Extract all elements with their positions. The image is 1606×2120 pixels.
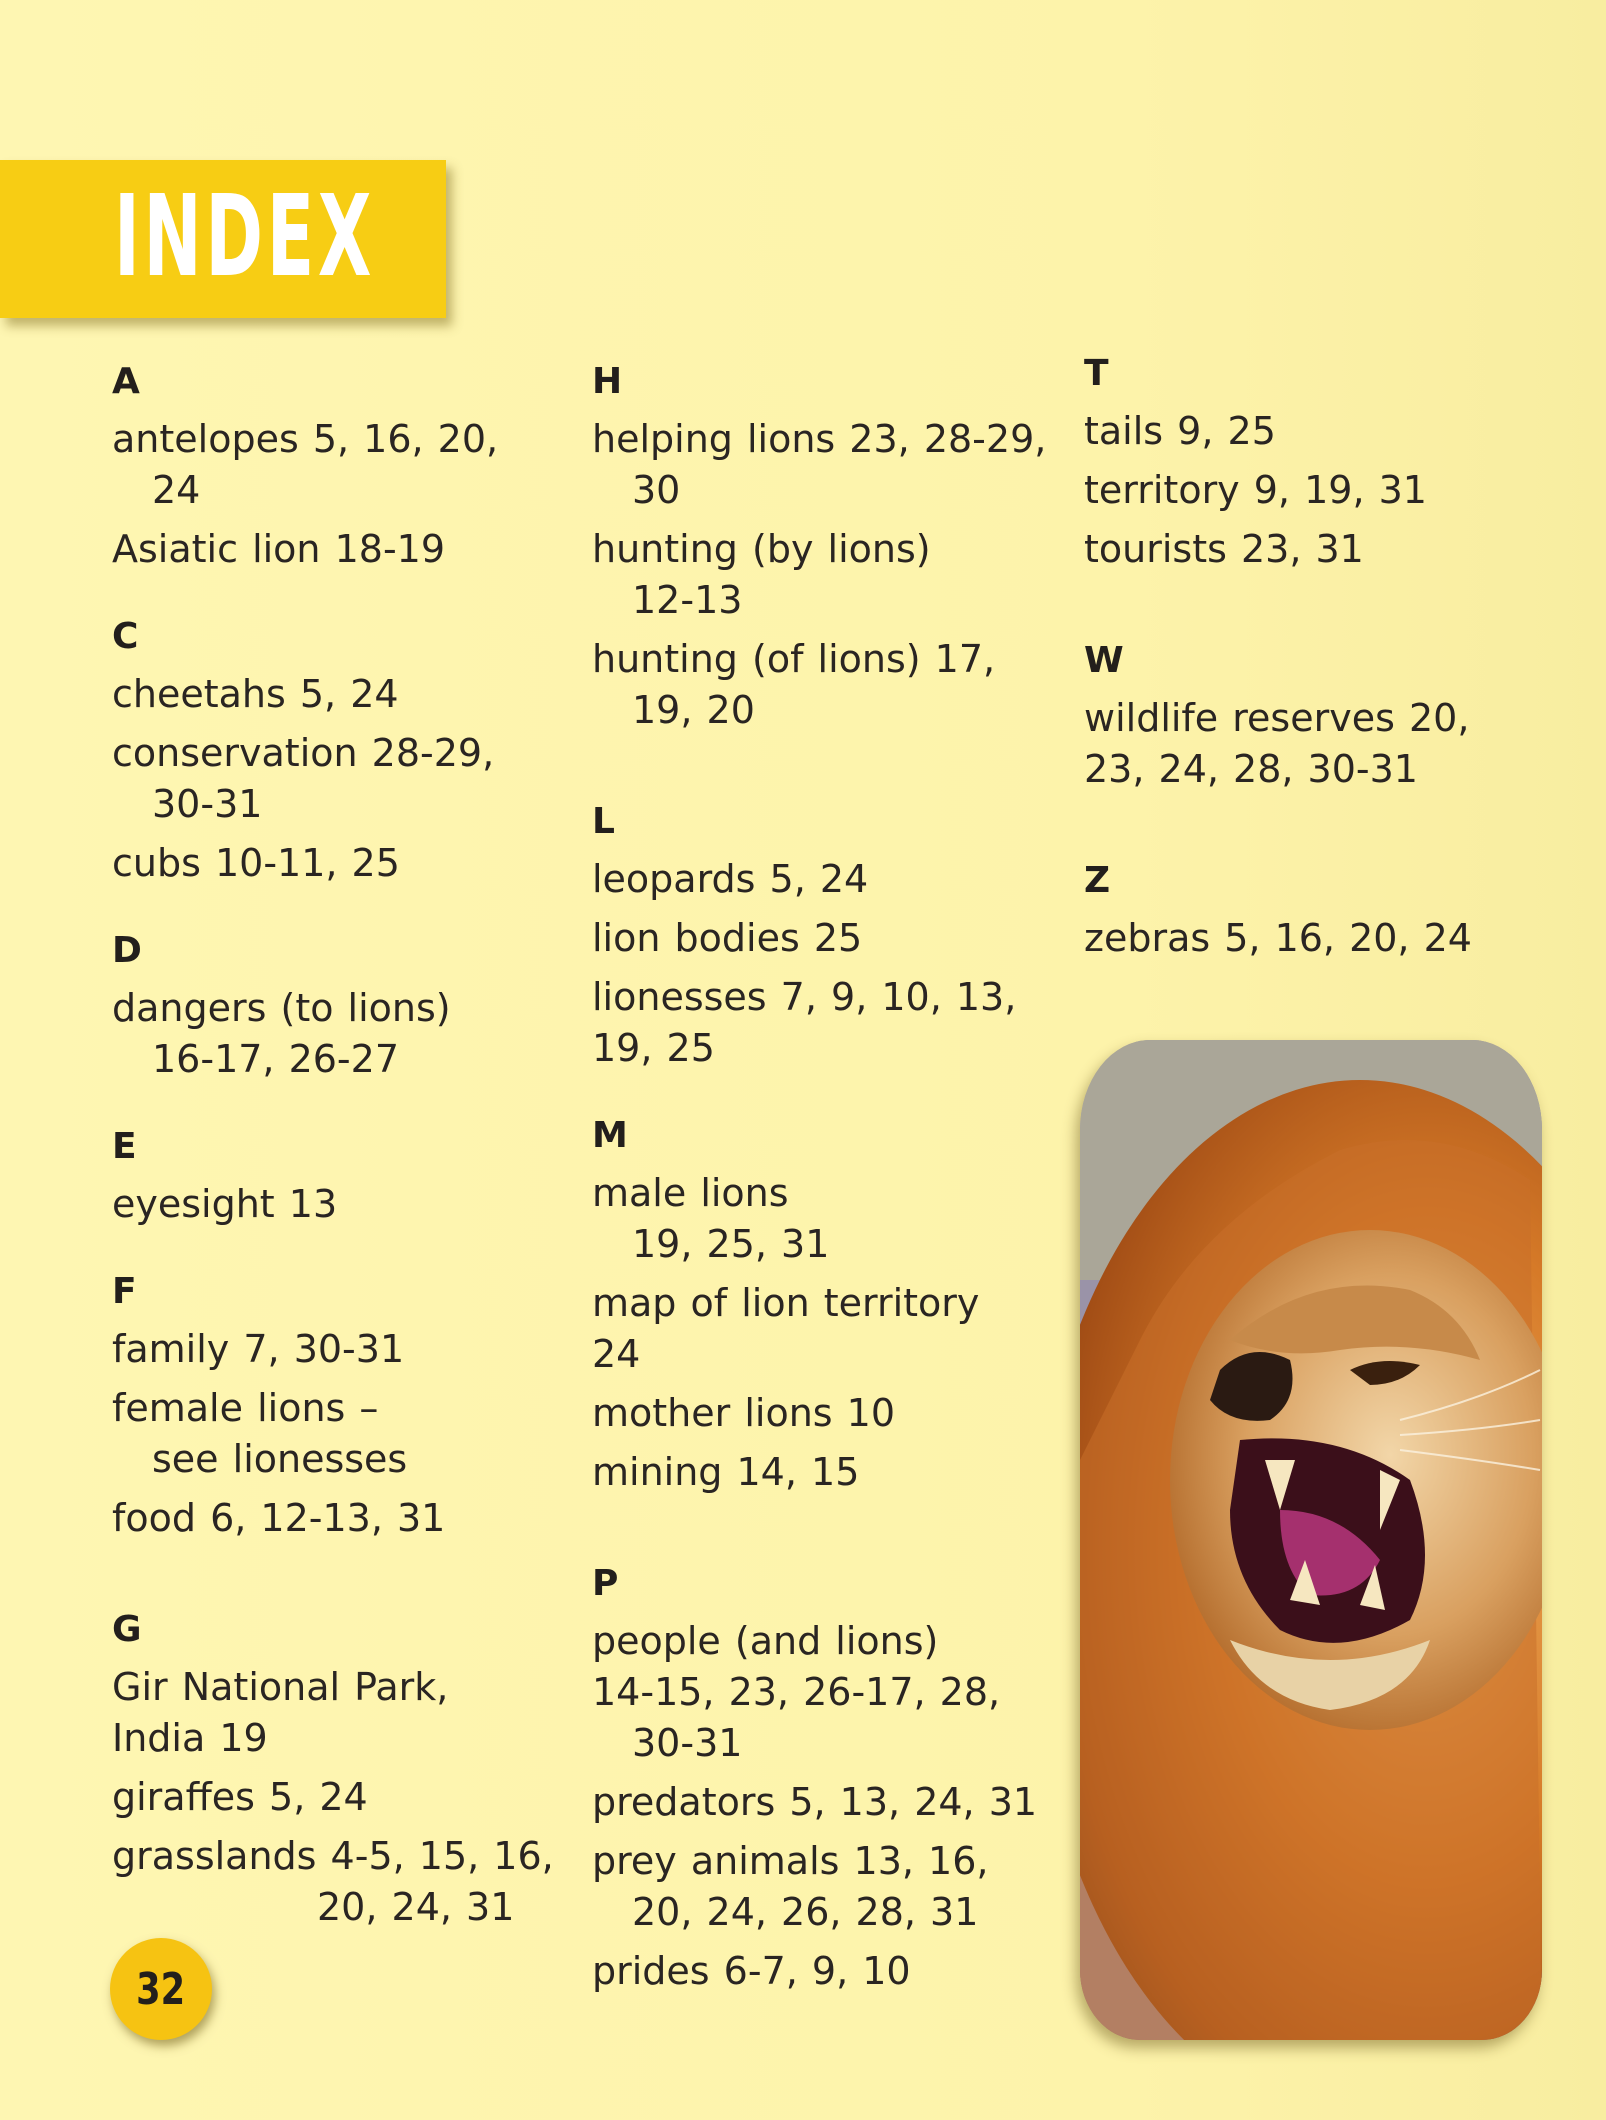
index-group-h xyxy=(592,360,1072,736)
page-title: INDEX xyxy=(114,172,376,302)
index-entry: food 6, 12-13, 31 xyxy=(112,1496,446,1540)
index-entry: tails 9, 25 xyxy=(1084,409,1276,453)
lion-photo xyxy=(1080,1040,1542,2040)
index-letter: T xyxy=(1084,353,1109,394)
index-group-l xyxy=(592,800,1072,1074)
index-group-m xyxy=(592,1114,1072,1498)
index-letter: W xyxy=(1084,640,1124,681)
index-letter: D xyxy=(112,930,142,971)
index-entry: map of lion territory 24 xyxy=(592,1281,980,1376)
index-entry: zebras 5, 16, 20, 24 xyxy=(1084,916,1472,960)
index-entry: hunting (by lions) 12-13 xyxy=(592,527,931,622)
index-entry: lionesses 7, 9, 10, 13, 19, 25 xyxy=(592,975,1017,1070)
index-entry: antelopes 5, 16, 20, 24 xyxy=(112,417,499,512)
index-entry: conservation 28-29, 30-31 xyxy=(112,731,495,826)
index-group-g xyxy=(112,1608,582,1933)
index-letter: H xyxy=(592,361,623,402)
index-group-p xyxy=(592,1562,1072,1997)
index-entry: Asiatic lion 18-19 xyxy=(112,527,446,571)
index-entry: territory 9, 19, 31 xyxy=(1084,468,1427,512)
index-letter: G xyxy=(112,1609,142,1650)
index-entry: people (and lions) 14-15, 23, 26-17, 28, 30-31 xyxy=(592,1619,1001,1765)
index-group-f xyxy=(112,1270,582,1544)
index-entry: Gir National Park, India 19 xyxy=(112,1665,449,1760)
index-entry: prides 6-7, 9, 10 xyxy=(592,1949,911,1993)
index-letter: F xyxy=(112,1271,137,1312)
index-group-d xyxy=(112,929,582,1085)
index-entry: helping lions 23, 28-29, 30 xyxy=(592,417,1047,512)
index-entry: grasslands 4-5, 15, 16, 20, 24, 31 xyxy=(112,1834,554,1929)
index-entry: dangers (to lions) 16-17, 26-27 xyxy=(112,986,451,1081)
index-entry: male lions 19, 25, 31 xyxy=(592,1171,830,1266)
index-column-2 xyxy=(592,360,1072,2005)
lion-icon xyxy=(1080,1040,1542,2040)
page-number: 32 xyxy=(136,1963,186,2015)
index-entry: cheetahs 5, 24 xyxy=(112,672,399,716)
index-group-c xyxy=(112,615,582,889)
index-entry: female lions – see lionesses xyxy=(112,1386,408,1481)
index-column-1 xyxy=(112,360,582,1941)
index-group-w xyxy=(1084,639,1524,795)
index-group-e xyxy=(112,1125,582,1230)
index-entry: mother lions 10 xyxy=(592,1391,896,1435)
index-group-z xyxy=(1084,859,1524,964)
index-letter: P xyxy=(592,1563,619,1604)
index-entry: prey animals 13, 16, 20, 24, 26, 28, 31 xyxy=(592,1839,989,1934)
index-entry: giraffes 5, 24 xyxy=(112,1775,368,1819)
index-entry: family 7, 30-31 xyxy=(112,1327,405,1371)
index-entry: eyesight 13 xyxy=(112,1182,338,1226)
index-letter: C xyxy=(112,616,139,657)
index-letter: M xyxy=(592,1115,628,1156)
index-group-t xyxy=(1084,352,1524,575)
index-letter: E xyxy=(112,1126,137,1167)
index-entry: lion bodies 25 xyxy=(592,916,863,960)
index-group-a xyxy=(112,360,582,575)
index-entry: predators 5, 13, 24, 31 xyxy=(592,1780,1038,1824)
index-letter: L xyxy=(592,801,615,842)
index-letter: A xyxy=(112,361,140,402)
index-letter: Z xyxy=(1084,860,1111,901)
index-entry: leopards 5, 24 xyxy=(592,857,869,901)
index-entry: cubs 10-11, 25 xyxy=(112,841,400,885)
index-entry: tourists 23, 31 xyxy=(1084,527,1364,571)
page-number-badge xyxy=(110,1938,212,2040)
index-entry: mining 14, 15 xyxy=(592,1450,860,1494)
index-entry: hunting (of lions) 17, 19, 20 xyxy=(592,637,996,732)
index-entry: wildlife reserves 20, 23, 24, 28, 30-31 xyxy=(1084,696,1470,791)
index-column-3 xyxy=(1084,352,1524,972)
